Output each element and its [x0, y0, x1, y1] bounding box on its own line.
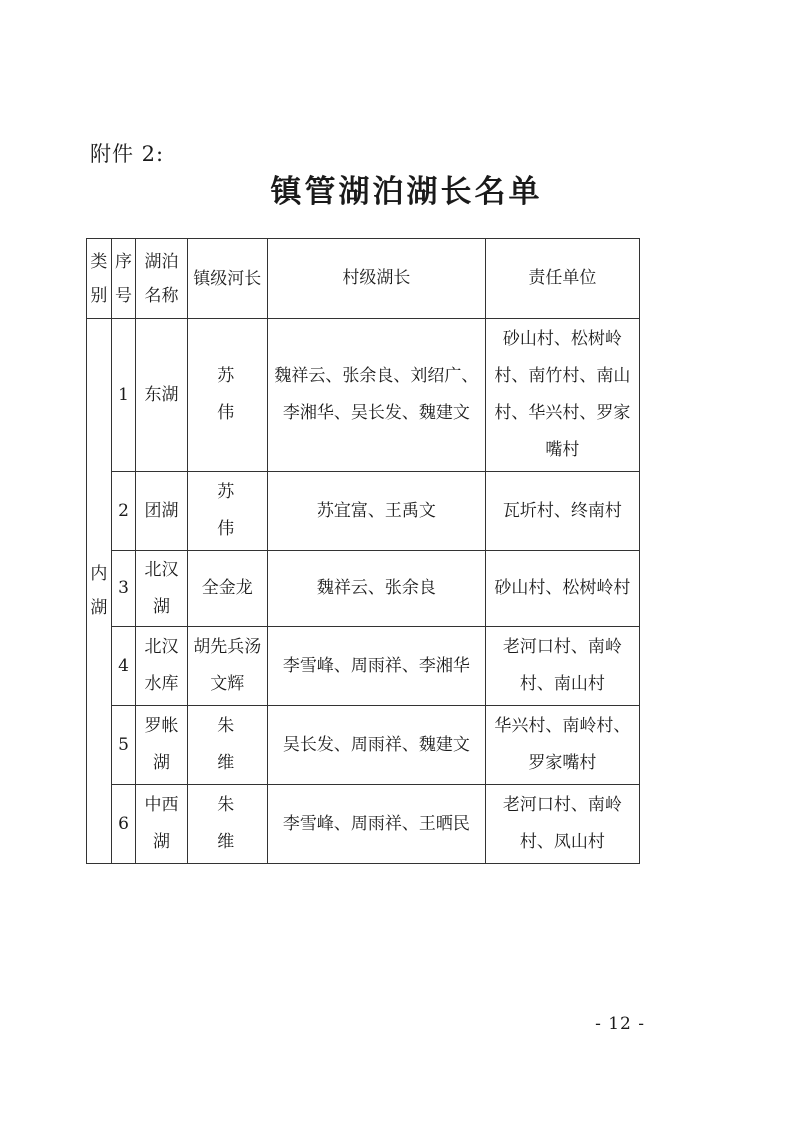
table-row — [87, 627, 640, 706]
page-number: - 12 - — [595, 1014, 645, 1034]
row-index: 4 — [111, 627, 136, 706]
town-chief: 苏 伟 — [187, 319, 267, 472]
table-row — [87, 319, 640, 472]
row-index: 3 — [111, 551, 136, 627]
table-row — [87, 706, 640, 785]
row-index: 5 — [111, 706, 136, 785]
village-chiefs: 魏祥云、张余良、刘绍广、李湘华、吴长发、魏建文 — [267, 319, 485, 472]
town-chief: 苏 伟 — [187, 472, 267, 551]
header-category: 类别 — [87, 239, 112, 319]
header-lake-name: 湖泊名称 — [136, 239, 187, 319]
header-village-chiefs: 村级湖长 — [267, 239, 485, 319]
header-responsible-units: 责任单位 — [485, 239, 639, 319]
responsible-units: 老河口村、南岭村、南山村 — [485, 627, 639, 706]
lake-chief-table — [86, 238, 640, 864]
lake-name: 团湖 — [136, 472, 187, 551]
village-chiefs: 李雪峰、周雨祥、王晒民 — [267, 785, 485, 864]
lake-name: 北汉湖 — [136, 551, 187, 627]
town-chief: 全金龙 — [187, 551, 267, 627]
row-index: 2 — [111, 472, 136, 551]
responsible-units: 砂山村、松树岭村 — [485, 551, 639, 627]
responsible-units: 华兴村、南岭村、罗家嘴村 — [485, 706, 639, 785]
responsible-units: 砂山村、松树岭村、南竹村、南山村、华兴村、罗家嘴村 — [485, 319, 639, 472]
category-cell: 内湖 — [87, 319, 112, 864]
table-header-row — [87, 239, 640, 319]
lake-name: 罗帐湖 — [136, 706, 187, 785]
lake-name: 东湖 — [136, 319, 187, 472]
town-chief: 朱 维 — [187, 706, 267, 785]
header-town-chief: 镇级河长 — [187, 239, 267, 319]
village-chiefs: 苏宜富、王禹文 — [267, 472, 485, 551]
lake-name: 中西湖 — [136, 785, 187, 864]
village-chiefs: 李雪峰、周雨祥、李湘华 — [267, 627, 485, 706]
responsible-units: 老河口村、南岭村、凤山村 — [485, 785, 639, 864]
header-index: 序号 — [111, 239, 136, 319]
town-chief: 胡先兵汤文辉 — [187, 627, 267, 706]
village-chiefs: 吴长发、周雨祥、魏建文 — [267, 706, 485, 785]
village-chiefs: 魏祥云、张余良 — [267, 551, 485, 627]
table-row — [87, 551, 640, 627]
responsible-units: 瓦圻村、终南村 — [485, 472, 639, 551]
row-index: 6 — [111, 785, 136, 864]
table-row — [87, 472, 640, 551]
lake-name: 北汉水库 — [136, 627, 187, 706]
document-title: 镇管湖泊湖长名单 — [270, 174, 543, 210]
row-index: 1 — [111, 319, 136, 472]
town-chief: 朱 维 — [187, 785, 267, 864]
attachment-label: 附件 2: — [90, 142, 165, 166]
table-row — [87, 785, 640, 864]
